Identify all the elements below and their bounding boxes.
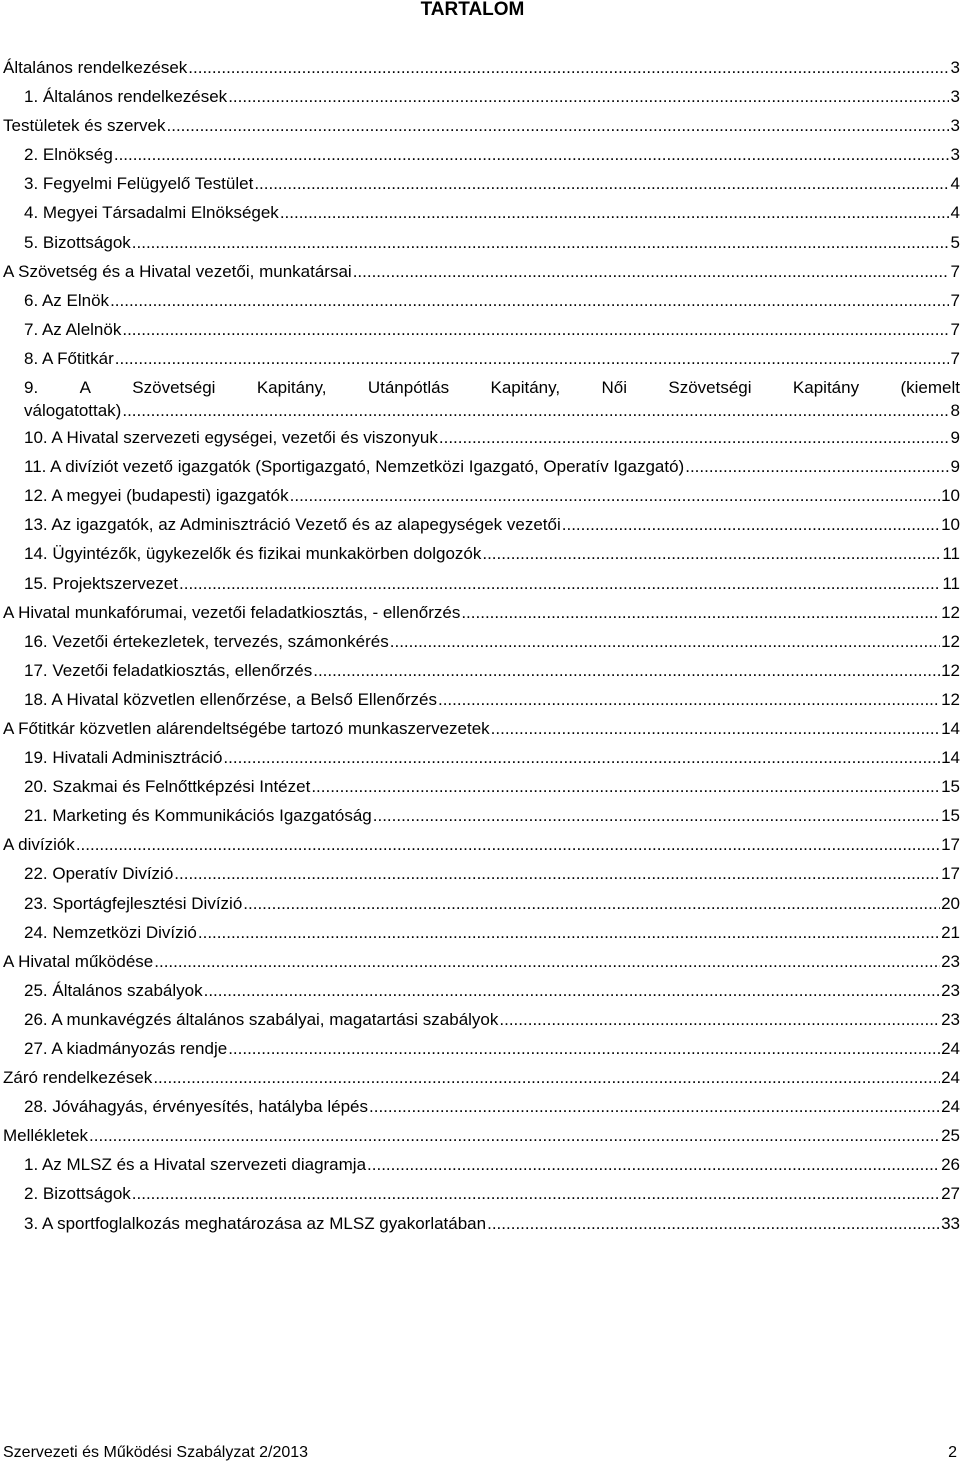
toc-entry[interactable] bbox=[3, 286, 960, 315]
toc-leader-dots bbox=[198, 918, 940, 947]
toc-entry[interactable] bbox=[3, 228, 960, 257]
toc-entry-page: 21 bbox=[941, 922, 960, 942]
toc-entry-label: Általános rendelkezések bbox=[3, 58, 188, 77]
toc-entry-label: 5. Bizottságok bbox=[24, 232, 131, 252]
toc-entry-page: 3 bbox=[950, 145, 960, 165]
toc-entry[interactable] bbox=[3, 801, 960, 830]
toc-entry-page: 23 bbox=[941, 980, 960, 1000]
toc-entry-page: 7 bbox=[950, 261, 960, 281]
toc-entry-label: 15. Projektszervezet bbox=[24, 573, 179, 593]
toc-entry-page: 12 bbox=[941, 631, 960, 651]
toc-entry[interactable] bbox=[3, 198, 960, 227]
toc-entry-page: 25 bbox=[941, 1126, 960, 1146]
toc-leader-dots bbox=[499, 1005, 940, 1034]
toc-leader-dots bbox=[223, 743, 940, 772]
toc-leader-dots bbox=[461, 598, 940, 627]
toc-entry[interactable] bbox=[3, 373, 960, 423]
toc-entry-label: A Hivatal munkafórumai, vezetői feladatkiosztás, - ellenőrzés bbox=[3, 602, 461, 622]
toc-entry-label: 1. Általános rendelkezések bbox=[24, 87, 228, 107]
toc-entry-label: 11. A divíziót vezető igazgatók (Sportigazgató, Nemzetközi Igazgató, Operatív Igazgató) bbox=[24, 457, 685, 477]
toc-leader-dots bbox=[115, 344, 949, 373]
toc-entry-label: 20. Szakmai és Felnőttképzési Intézet bbox=[24, 777, 311, 797]
toc-leader-dots bbox=[243, 889, 940, 918]
toc-leader-dots bbox=[167, 111, 949, 140]
toc-entry-page: 33 bbox=[941, 1213, 960, 1233]
toc-entry[interactable] bbox=[3, 452, 960, 481]
toc-leader-dots bbox=[114, 140, 949, 169]
page-title: TARTALOM bbox=[420, 0, 525, 20]
toc-leader-dots bbox=[390, 627, 940, 656]
toc-entry-label: 6. Az Elnök bbox=[24, 290, 110, 310]
toc-leader-dots bbox=[491, 714, 940, 743]
toc-entry-label: 13. Az igazgatók, az Adminisztráció Vezető és az alapegységek vezetői bbox=[24, 515, 561, 535]
toc-entry-label: 27. A kiadmányozás rendje bbox=[24, 1039, 228, 1058]
toc-entry-word: Női bbox=[601, 378, 627, 398]
footer-page-number: 2 bbox=[948, 1444, 957, 1461]
toc-leader-dots bbox=[228, 1034, 940, 1063]
toc-entry-label-line2: válogatottak) bbox=[24, 401, 122, 421]
toc-entry-label: Záró rendelkezések bbox=[3, 1068, 153, 1088]
toc-leader-dots bbox=[369, 1092, 940, 1121]
toc-entry[interactable] bbox=[3, 539, 960, 568]
toc-entry-label: A Szövetség és a Hivatal vezetői, munkatársai bbox=[3, 261, 352, 281]
toc-entry-page: 9 bbox=[950, 457, 960, 477]
toc-entry-word: Kapitány, bbox=[490, 378, 561, 398]
toc-entry[interactable] bbox=[3, 685, 960, 714]
toc-entry-page: 24 bbox=[941, 1068, 960, 1088]
toc-entry[interactable] bbox=[3, 82, 960, 111]
toc-entry-page: 12 bbox=[941, 689, 960, 709]
toc-entry-label: 2. Elnökség bbox=[24, 145, 113, 165]
toc-entry[interactable] bbox=[3, 315, 960, 344]
toc-leader-dots bbox=[562, 510, 940, 539]
toc-entry[interactable] bbox=[3, 1005, 960, 1034]
toc-entry-label: 8. A Főtitkár bbox=[24, 348, 114, 368]
toc-entry-page: 17 bbox=[941, 835, 960, 855]
toc-entry-page: 4 bbox=[950, 174, 960, 194]
toc-entry[interactable] bbox=[3, 656, 960, 685]
toc-entry[interactable] bbox=[3, 140, 960, 169]
toc-entry-label: A Főtitkár közvetlen alárendeltségébe tartozó munkaszervezetek bbox=[3, 718, 490, 738]
toc-entry-page: 23 bbox=[941, 951, 960, 971]
toc-entry-label: 7. Az Alelnök bbox=[24, 319, 122, 339]
toc-entry[interactable] bbox=[3, 111, 960, 140]
toc-entry[interactable] bbox=[3, 627, 960, 656]
toc-leader-dots bbox=[311, 772, 940, 801]
toc-entry-page: 4 bbox=[950, 203, 960, 223]
toc-leader-dots bbox=[482, 539, 941, 568]
toc-entry-label: 2. Bizottságok bbox=[24, 1184, 131, 1204]
toc-entry-word: Utánpótlás bbox=[367, 378, 450, 398]
toc-entry[interactable] bbox=[3, 1034, 960, 1063]
toc-leader-dots bbox=[353, 257, 949, 286]
toc-entry[interactable] bbox=[3, 169, 960, 198]
toc-entry-label: 28. Jóváhagyás, érvényesítés, hatályba lépés bbox=[24, 1097, 368, 1117]
toc-leader-dots bbox=[438, 685, 940, 714]
toc-entry-word: (kiemelt bbox=[900, 378, 960, 398]
toc-entry-label: 21. Marketing és Kommunikációs Igazgatóság bbox=[24, 806, 372, 826]
toc-entry[interactable] bbox=[3, 743, 960, 772]
toc-leader-dots bbox=[174, 859, 940, 888]
toc-entry-label: 25. Általános szabályok bbox=[24, 980, 203, 1000]
toc-entry-label: 24. Nemzetközi Divízió bbox=[24, 922, 197, 942]
toc-entry[interactable] bbox=[3, 257, 960, 286]
toc-entry-page: 14 bbox=[941, 748, 960, 768]
toc-entry[interactable] bbox=[3, 569, 960, 598]
toc-entry-label: 22. Operatív Divízió bbox=[24, 864, 174, 884]
toc-leader-dots bbox=[280, 198, 949, 227]
toc-leader-dots bbox=[89, 1121, 940, 1150]
toc-entry-label: A Hivatal működése bbox=[3, 951, 154, 971]
toc-entry[interactable] bbox=[3, 1121, 960, 1150]
toc-entry-label: 19. Hivatali Adminisztráció bbox=[24, 748, 223, 768]
toc-entry-page: 15 bbox=[941, 777, 960, 797]
toc-entry-page: 15 bbox=[941, 806, 960, 826]
toc-entry-word: A bbox=[79, 378, 91, 398]
toc-entry-label: 16. Vezetői értekezletek, tervezés, számonkérés bbox=[24, 631, 389, 651]
toc-entry-page: 10 bbox=[941, 486, 960, 506]
toc-entry[interactable] bbox=[3, 598, 960, 627]
toc-entry-word: Kapitány bbox=[792, 378, 860, 398]
toc-leader-dots bbox=[487, 1209, 940, 1238]
toc-leader-dots bbox=[439, 423, 949, 452]
toc-entry-label: 10. A Hivatal szervezeti egységei, vezetői és viszonyuk bbox=[24, 428, 438, 448]
toc-leader-dots bbox=[132, 228, 949, 257]
toc-entry[interactable] bbox=[3, 918, 960, 947]
toc-leader-dots bbox=[373, 801, 940, 830]
toc-entry-page: 3 bbox=[950, 58, 960, 77]
toc-entry-page: 10 bbox=[941, 515, 960, 535]
toc-entry-page: 3 bbox=[950, 87, 960, 107]
toc-leader-dots bbox=[110, 286, 949, 315]
toc-entry-label: 12. A megyei (budapesti) igazgatók bbox=[24, 486, 289, 506]
toc-entry-page: 8 bbox=[950, 401, 960, 421]
toc-leader-dots bbox=[254, 169, 949, 198]
toc-leader-dots bbox=[122, 398, 949, 423]
toc-entry[interactable] bbox=[3, 976, 960, 1005]
toc-entry[interactable] bbox=[3, 947, 960, 976]
footer-document-title: Szervezeti és Működési Szabályzat 2/2013 bbox=[3, 1444, 309, 1461]
toc-entry-label: Testületek és szervek bbox=[3, 116, 166, 136]
toc-entry-page: 12 bbox=[941, 660, 960, 680]
toc-entry[interactable] bbox=[3, 344, 960, 373]
toc-leader-dots bbox=[132, 1179, 940, 1208]
toc-entry-label: Mellékletek bbox=[3, 1126, 89, 1146]
toc-leader-dots bbox=[313, 656, 940, 685]
toc-entry[interactable] bbox=[3, 714, 960, 743]
toc-entry-label: 14. Ügyintézők, ügykezelők és fizikai munkakörben dolgozók bbox=[24, 544, 482, 564]
toc-leader-dots bbox=[153, 1063, 940, 1092]
toc-entry-page: 26 bbox=[941, 1155, 960, 1175]
toc-entry-label: 17. Vezetői feladatkiosztás, ellenőrzés bbox=[24, 660, 313, 680]
toc-entry[interactable] bbox=[3, 510, 960, 539]
toc-entry-page: 12 bbox=[941, 602, 960, 622]
toc-entry-page: 24 bbox=[941, 1097, 960, 1117]
toc-leader-dots bbox=[228, 82, 949, 111]
toc-entry[interactable] bbox=[3, 423, 960, 452]
toc-entry[interactable] bbox=[3, 1092, 960, 1121]
toc-entry-page: 7 bbox=[950, 290, 960, 310]
toc-leader-dots bbox=[154, 947, 940, 976]
toc-entry-word: Szövetségi bbox=[668, 378, 752, 398]
toc-entry-page: 9 bbox=[950, 428, 960, 448]
toc-leader-dots bbox=[188, 53, 949, 82]
toc-entry-page: 5 bbox=[950, 232, 960, 252]
toc-entry[interactable] bbox=[3, 772, 960, 801]
toc-leader-dots bbox=[179, 569, 941, 598]
toc-entry[interactable] bbox=[3, 1150, 960, 1179]
toc-leader-dots bbox=[204, 976, 940, 1005]
toc-leader-dots bbox=[290, 481, 940, 510]
toc-leader-dots bbox=[76, 830, 940, 859]
toc-entry-page: 11 bbox=[942, 544, 960, 564]
toc-entry-page: 7 bbox=[950, 319, 960, 339]
toc-entry-page: 24 bbox=[941, 1039, 960, 1058]
toc-entry[interactable] bbox=[3, 1063, 960, 1092]
toc-entry[interactable] bbox=[3, 859, 960, 888]
toc-entry-page: 17 bbox=[941, 864, 960, 884]
toc-entry-page: 11 bbox=[942, 573, 960, 593]
toc-entry-page: 7 bbox=[950, 348, 960, 368]
toc-leader-dots bbox=[122, 315, 949, 344]
toc-entry-label: 3. Fegyelmi Felügyelő Testület bbox=[24, 174, 254, 194]
toc-entry-label: 23. Sportágfejlesztési Divízió bbox=[24, 893, 243, 913]
toc-entry[interactable] bbox=[3, 830, 960, 859]
toc-leader-dots bbox=[685, 452, 949, 481]
toc-entry-label: A divíziók bbox=[3, 835, 75, 855]
toc-entry-page: 23 bbox=[941, 1009, 960, 1029]
toc-entry-word: Szövetségi bbox=[132, 378, 216, 398]
toc-entry-label: 1. Az MLSZ és a Hivatal szervezeti diagramja bbox=[24, 1155, 367, 1175]
toc-entry[interactable] bbox=[3, 1179, 960, 1208]
page-footer bbox=[3, 1443, 957, 1463]
table-of-contents bbox=[3, 53, 960, 1238]
toc-entry-label-line1 bbox=[3, 377, 960, 398]
toc-entry-label: 3. A sportfoglalkozás meghatározása az MLSZ gyakorlatában bbox=[24, 1213, 487, 1233]
toc-entry[interactable] bbox=[3, 889, 960, 918]
toc-entry-word: 9. bbox=[24, 378, 39, 398]
toc-leader-dots bbox=[367, 1150, 940, 1179]
toc-entry-page: 14 bbox=[941, 718, 960, 738]
toc-entry-page: 27 bbox=[941, 1184, 960, 1204]
toc-entry-label: 4. Megyei Társadalmi Elnökségek bbox=[24, 203, 279, 223]
toc-entry-page: 3 bbox=[950, 116, 960, 136]
toc-entry[interactable] bbox=[3, 53, 960, 82]
toc-entry-label: 26. A munkavégzés általános szabályai, magatartási szabályok bbox=[24, 1009, 499, 1029]
toc-entry[interactable] bbox=[3, 1209, 960, 1238]
toc-entry-page: 20 bbox=[941, 893, 960, 913]
toc-entry-word: Kapitány, bbox=[256, 378, 327, 398]
toc-entry[interactable] bbox=[3, 481, 960, 510]
toc-entry-label: 18. A Hivatal közvetlen ellenőrzése, a Belső Ellenőrzés bbox=[24, 689, 437, 709]
